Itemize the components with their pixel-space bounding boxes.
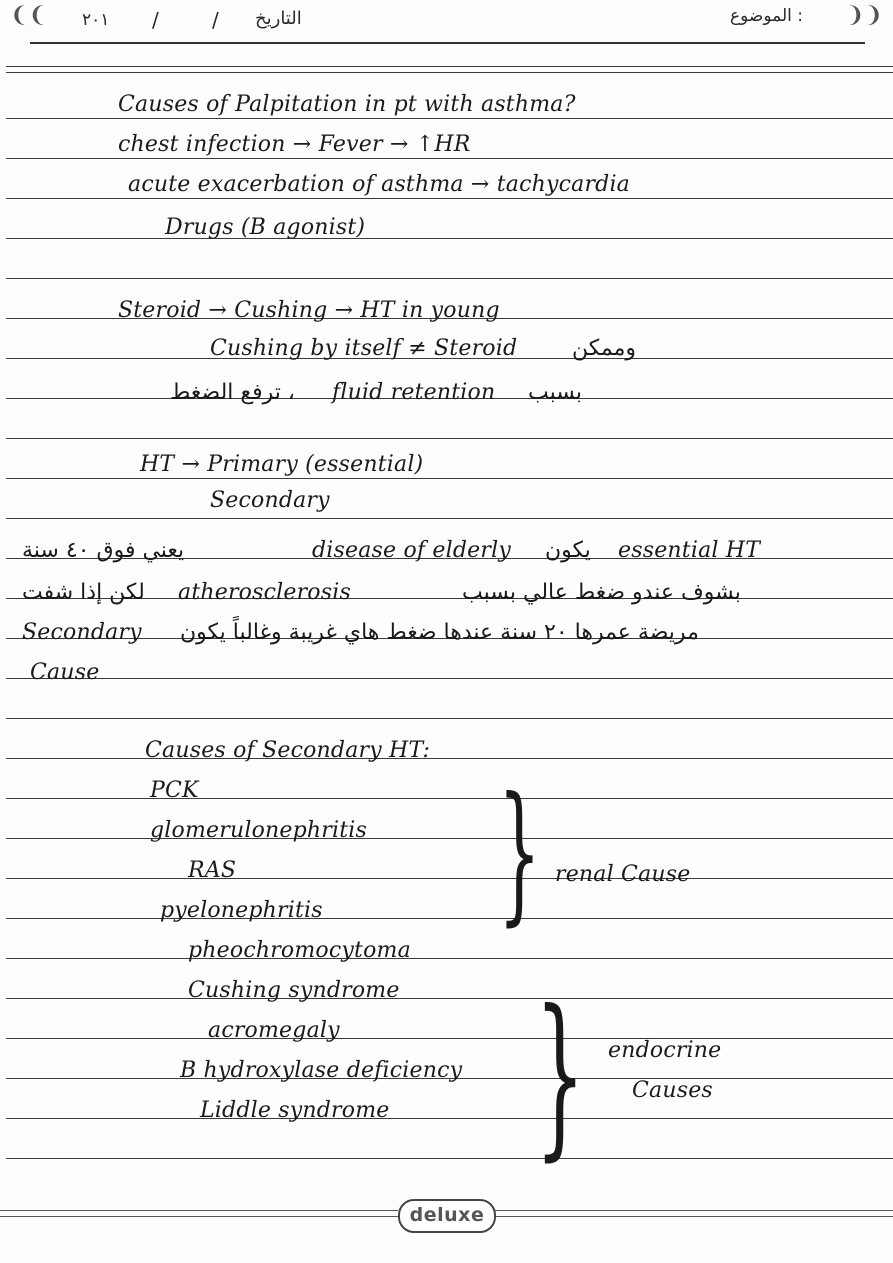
- note-line-6-arabic: وممكن: [572, 336, 637, 361]
- renal-item: glomerulonephritis: [150, 818, 367, 843]
- note-line-12-arabic: مريضة عمرها ٢٠ سنة عندها ضغط هاي غريبة وغالباً يكون: [180, 620, 699, 645]
- footer-line-right: [492, 1210, 893, 1211]
- renal-item: pyelonephritis: [160, 898, 323, 923]
- ruled-line: [6, 72, 893, 73]
- note-line-4: Drugs (B agonist): [165, 215, 366, 240]
- endo-brace-icon: }: [535, 974, 586, 1177]
- subject-label: الموضوع :: [729, 6, 803, 26]
- endo-item: acromegaly: [208, 1018, 340, 1043]
- note-line-9: Secondary: [210, 488, 330, 513]
- logo-text: deluxe: [409, 1204, 485, 1226]
- deluxe-logo: [398, 1199, 496, 1233]
- note-line-8: HT → Primary (essential): [140, 452, 424, 477]
- ruled-line: [6, 758, 893, 759]
- ruled-line: [6, 478, 893, 479]
- note-line-10: essential HT: [618, 538, 761, 563]
- note-line-11-arabic-2: لكن إذا شفت: [22, 580, 145, 605]
- note-line-7: fluid retention: [332, 380, 496, 405]
- note-line-7-arabic: بسبب: [528, 380, 582, 405]
- ruled-line: [6, 198, 893, 199]
- date-year: ٢٠١: [82, 10, 110, 30]
- note-line-12: Secondary: [22, 620, 142, 645]
- note-line-2: chest infection → Fever → ↑HR: [118, 132, 471, 157]
- ruled-line: [6, 718, 893, 719]
- endo-item: pheochromocytoma: [188, 938, 411, 963]
- date-separator-1: /: [152, 8, 159, 32]
- footer-line-right: [492, 1216, 893, 1217]
- ruled-line: [6, 918, 893, 919]
- endo-item: Liddle syndrome: [200, 1098, 390, 1123]
- renal-label: renal Cause: [555, 862, 691, 887]
- ruled-line: [6, 518, 893, 519]
- note-line-11-arabic: بشوف عندو ضغط عالي بسبب: [462, 580, 741, 605]
- note-line-10-arabic: يكون: [545, 538, 591, 563]
- ruled-line: [6, 438, 893, 439]
- ruled-line: [6, 878, 893, 879]
- ruled-line: [6, 958, 893, 959]
- renal-item: RAS: [188, 858, 237, 883]
- endo-item: B hydroxylase deficiency: [180, 1058, 463, 1083]
- note-line-7-arabic-2: ، ترفع الضغط: [170, 380, 295, 405]
- note-line-3: acute exacerbation of asthma → tachycardia: [128, 172, 631, 197]
- note-line-11: atherosclerosis: [178, 580, 351, 605]
- ruled-line: [6, 66, 893, 67]
- note-line-10-mid: disease of elderly: [312, 538, 511, 563]
- ruled-line: [6, 118, 893, 119]
- endo-item: Cushing syndrome: [188, 978, 400, 1003]
- ruled-line: [6, 278, 893, 279]
- ruled-line: [6, 678, 893, 679]
- ruled-line: [6, 838, 893, 839]
- note-line-1: Causes of Palpitation in pt with asthma?: [118, 92, 576, 117]
- note-line-14: Causes of Secondary HT:: [145, 738, 431, 763]
- renal-brace-icon: }: [498, 766, 541, 940]
- date-separator-2: /: [212, 8, 219, 32]
- note-line-6: Cushing by itself ≠ Steroid: [210, 336, 518, 361]
- page-header: [0, 0, 893, 70]
- note-line-13: Cause: [30, 660, 100, 685]
- ruled-line: [6, 998, 893, 999]
- note-line-10-arabic-2: يعني فوق ٤٠ سنة: [22, 538, 185, 563]
- ruled-line: [6, 158, 893, 159]
- ruled-line: [6, 1118, 893, 1119]
- endo-label: endocrine: [608, 1038, 722, 1063]
- endo-label-2: Causes: [632, 1078, 713, 1103]
- left-ornament-icon: ❨❨: [10, 3, 47, 28]
- date-label: التاريخ: [255, 8, 302, 29]
- footer-line-left: [0, 1210, 398, 1211]
- right-ornament-icon: ❩❩: [846, 3, 883, 28]
- footer-line-left: [0, 1216, 398, 1217]
- renal-item: PCK: [150, 778, 199, 803]
- note-line-5: Steroid → Cushing → HT in young: [118, 298, 500, 323]
- ruled-line: [6, 1158, 893, 1159]
- ruled-line: [6, 238, 893, 239]
- ruled-line: [6, 1038, 893, 1039]
- header-frame-line: [30, 42, 865, 44]
- ruled-line: [6, 798, 893, 799]
